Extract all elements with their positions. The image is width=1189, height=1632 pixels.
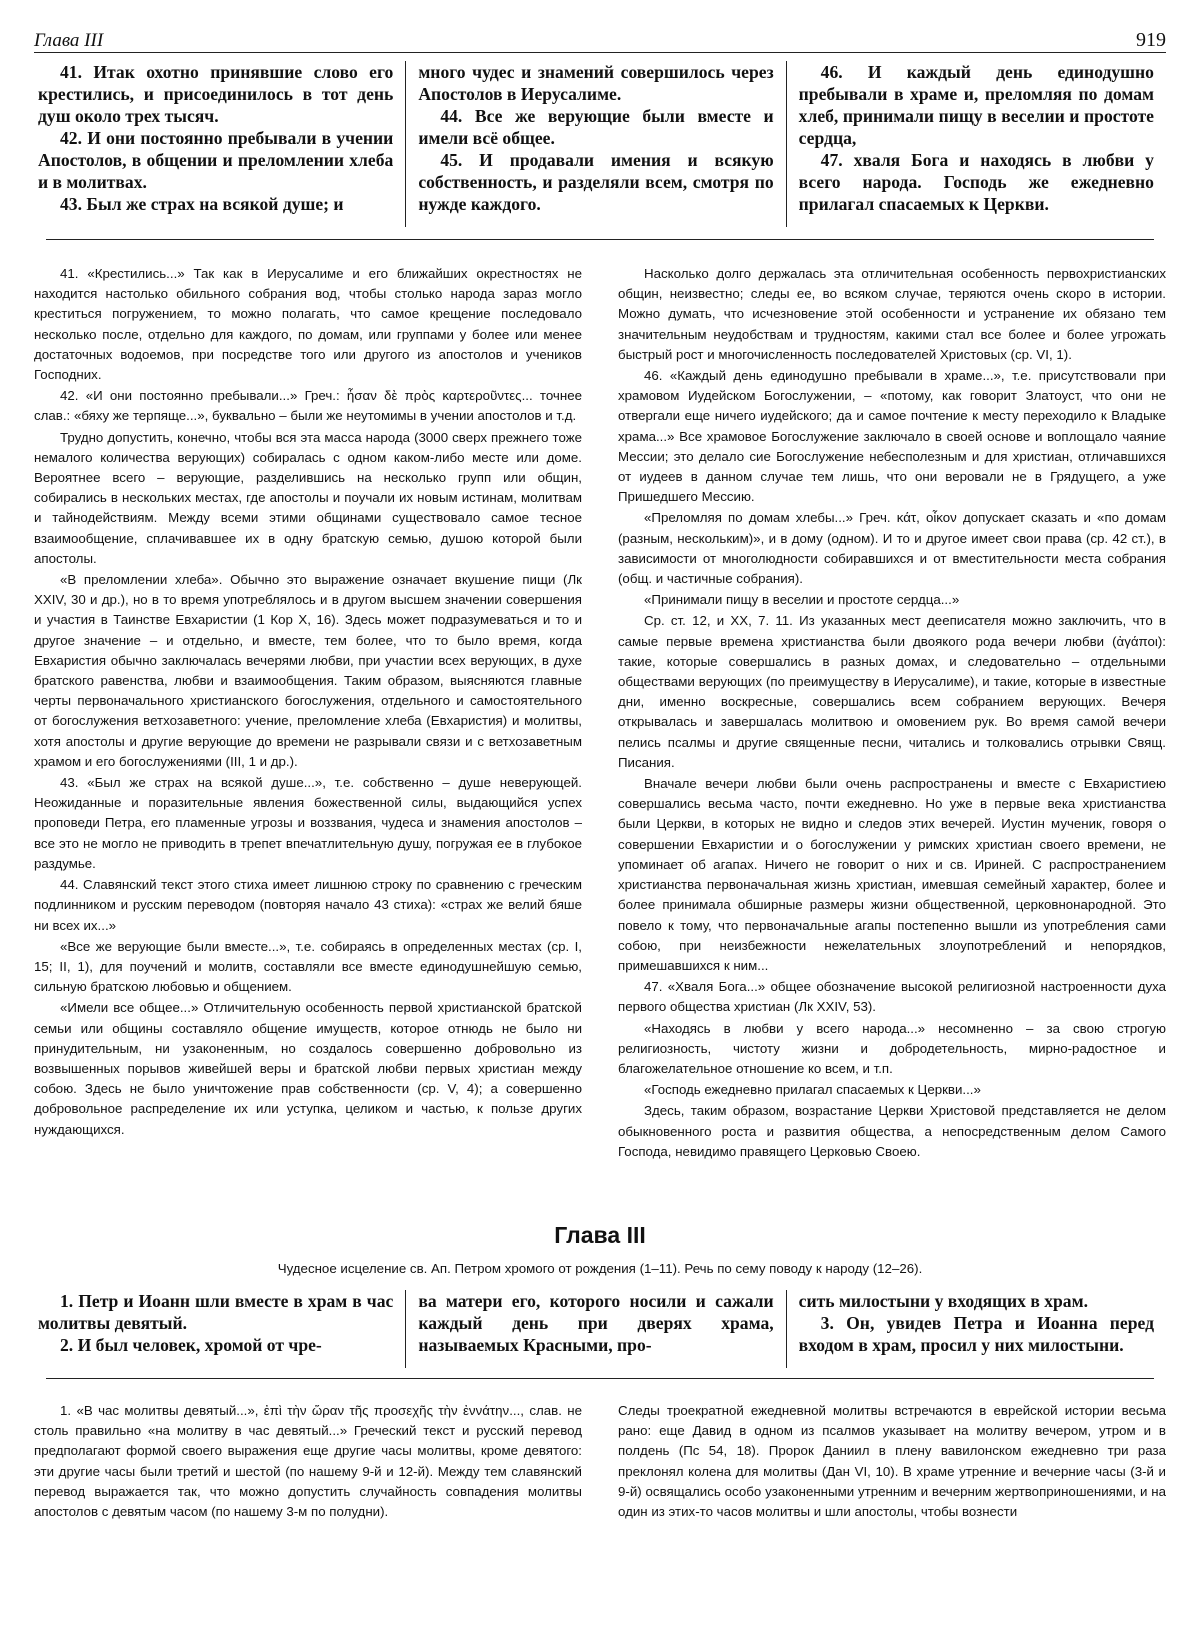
page-number: 919 [1136, 29, 1166, 51]
verse-column-3 [786, 61, 1166, 227]
verse-column-3 [786, 1290, 1166, 1368]
commentary-paragraph: 44. Славянский текст этого стиха имеет лишнюю строку по сравнению с греческим подлинником и русским переводом (повторяя начало 43 стиха): «страх же велий бяше ни всех их...» [34, 877, 582, 933]
verse-column-1 [34, 1290, 405, 1368]
verse-46: 46. И каждый день единодушно пребывали в храме и, преломляя по домам хлеб, принимали пищу в веселии и простоте сердца, [798, 62, 1154, 148]
commentary-paragraph: «Господь ежедневно прилагал спасаемых к Церкви...» [644, 1082, 981, 1098]
commentary-paragraph: 47. «Хваля Бога...» общее обозначение высокой религиозной настроенности духа первого общества христиан (Лк XXIV, 53). [618, 979, 1166, 1015]
commentary-paragraph: «Преломляя по домам хлебы...» Греч. κάτ, οἶκον допускает сказать и «по домам (разным, нескольким)», и в дому (одном). И то и другое имеет свои права (ср. 42 ст.), в зависимости от многолюдности собиравшихся и от вместительности места собрания (общ. и частичные собрания). [618, 510, 1166, 587]
verse-column-1 [34, 61, 405, 227]
commentary-left-column [34, 1401, 582, 1531]
divider-bottom [46, 1378, 1154, 1379]
commentary-paragraph: 46. «Каждый день единодушно пребывали в храме...», т.е. присутствовали при храмовом Иудейском Богослужении, – «потому, как говорит Златоуст, что они не отвергали еще ничего иудейского; да и самое почтение к месту переходило к Владыке храма...» Все храмовое Богослужение заключало в своей основе и воплощало чаяние Мессии; это делало сие Богослужение небесполезным и для христиан, отличавшихся от иудеев в данном случае тем лишь, что они веровали не в Грядущего, а уже Пришедшего Мессию. [618, 368, 1166, 505]
verse-3: 3. Он, увидев Петра и Иоанна перед входом в храм, просил у них милостыни. [798, 1313, 1154, 1355]
scripture-verses-bottom [34, 1290, 1166, 1368]
running-title: Глава III [34, 30, 104, 51]
commentary-paragraph: Следы троекратной ежедневной молитвы встречаются в еврейской истории весьма рано: еще Давид в одном из псалмов указывает на молитву вечером, утром и в полдень (Пс 54, 18). Пророк Даниил в плену вавилонском ежедневно три раза преклонял колена для молитвы (Дан VI, 10). В храме утренние и вечерние часы (3-й и 9-й) освящались особо узаконенными утренним и вечерним жертвоприношениями, и на один из этих-то часов молитвы и шли апостолы, чтобы вознести [618, 1403, 1166, 1520]
commentary-paragraph: 1. «В час молитвы девятый...», ἐπὶ τὴν ὥραν τῆς προσεχῆς τὴν ἐννάτην..., слав. не столь правильно «на молитву в час девятый...» Греческий текст и русский перевод предполагают формой своего выражения еще другие часы молитвы, кроме девятого: эти другие часы были третий и шестой (по нашему 9-й и 12-й). Между тем славянский перевод выражается так, что можно допустить случайность совпадения молитвы апостолов с девятым часом (по нашему 3-м по полудни). [34, 1403, 582, 1520]
commentary-paragraph: «Имели все общее...» Отличительную особенность первой христианской братской семьи или общины составляло общение имуществ, которое отнюдь не было ни принудительным, ни узаконенным, но создалось совершенно добровольно из возвышенных порывов живейшей веры и братской любви первых христиан между собою. Здесь не было уничтожение прав собственности (ср. V, 4); а совершенно добровольное распределение их или уступка, целиком и частью, к пользе других нуждающихся. [34, 1000, 582, 1137]
commentary-paragraph: Насколько долго держалась эта отличительная особенность первохристианских общин, неизвестно; следы ее, во всяком случае, теряются очень скоро в истории. Можно думать, что исчезновение этой особенности и устранение их обязано тем значительным неудобствам и трудностям, какими стал все более и более угрожать быстрый рост и многочисленность последователей Христовых (ср. VI, 1). [618, 266, 1166, 362]
running-head [34, 20, 1166, 53]
commentary-left-column [34, 264, 582, 1202]
chapter-summary: Чудесное исцеление св. Ап. Петром хромого от рождения (1–11). Речь по сему поводу к народу (12–26). [277, 1261, 923, 1276]
commentary-top [34, 264, 1166, 1202]
book-page [34, 20, 1166, 1531]
commentary-paragraph: «В преломлении хлеба». Обычно это выражение означает вкушение пищи (Лк XXIV, 30 и др.), но в то время употреблялось и в другом высшем значении совершения и участия в Таинстве Евхаристии (1 Кор X, 16). Здесь может подразумеваться и то и другое значение – и отдельно, и вместе, тем более, что то было время, когда Евхаристия обычно заключалась вечерями любви, при участии всех верующих, в духе братского равенства, любви и взаимообщения. Таким образом, выясняются главные черты первоначального христианского богослужения, отдельного и самостоятельного от богослужения ветхозаветного: учение, преломление хлеба (Евхаристия) и молитвы, хотя апостолы и другие верующие до времени не разрывали связи и с ветхозаветным храмом и его богослужениями (III, 1 и др.). [34, 572, 582, 769]
commentary-paragraph: Здесь, таким образом, возрастание Церкви Христовой представляется не делом обыкновенного роста и развития общества, а непосредственным делом Самого Господа, невидимо правящего Церковью Своею. [618, 1103, 1166, 1159]
commentary-bottom [34, 1401, 1166, 1531]
commentary-paragraph: «Принимали пищу в веселии и простоте сердца...» [644, 592, 960, 608]
commentary-paragraph: 43. «Был же страх на всякой душе...», т.е. собственно – душе неверующей. Неожиданные и поразительные явления божественной силы, выдающийся успех проповеди Петра, его пламенные угрозы и воззвания, чудеса и знамения апостолов – все это не могло не приводить в трепет впечатлительную душу, погружая ее в глубокое раздумье. [34, 775, 582, 871]
verse-41: 41. Итак охотно принявшие слово его крестились, и присоединилось в тот день душ около трех тысяч. [38, 62, 394, 126]
verse-47: 47. хваля Бога и находясь в любви у всего народа. Господь же ежедневно прилагал спасаемых к Церкви. [798, 150, 1154, 214]
verse-45: 45. И продавали имения и всякую собственность, и разделяли всем, смотря по нужде каждого. [418, 150, 774, 214]
commentary-right-column [618, 264, 1166, 1202]
commentary-paragraph: Вначале вечери любви были очень распространены и вместе с Евхаристиею совершались весьма часто, почти ежедневно. Но уже в первые века христианства были Церкви, в которых не видно и следов этих вечерей. Иустин мученик, говоря о совершении Евхаристии и о богослужении у римских христиан своего времени, не упоминает об агапах. Ничего не говорит о них и св. Ириней. С распространением христианства первоначальная жизнь христиан, имевшая семейный характер, более и более принимала обширные размеры жизни общественной, церковнонародной. Это повело к тому, что первоначальные агапы постепенно вышли из употребления сами собою, при неизбежности нежелательных злоупотреблений и непорядков, примешавшихся к ним... [618, 776, 1166, 973]
divider-top [46, 239, 1154, 240]
commentary-paragraph: Трудно допустить, конечно, чтобы вся эта масса народа (3000 сверх прежнего тоже немалого количества верующих) собиралась с одном каком-либо месте или доме. Вероятнее всего – верующие, разделившись на несколько групп или общин, собирались в нескольких местах, где апостолы и поучали их новым истинам, молитвам и тайнодействиям. Между всеми этими общинами существовало самое тесное взаимообщение, сплачивавшее их в одну братскую семью, душою которой были апостолы. [34, 429, 582, 566]
verse-column-2 [405, 61, 785, 227]
verse-2-cont: ва матери его, которого носили и сажали каждый день при дверях храма, называемых Красными, про- [418, 1291, 774, 1355]
verse-42: 42. И они постоянно пребывали в учении Апостолов, в общении и преломлении хлеба и в молитвах. [38, 128, 394, 192]
commentary-paragraph: «Все же верующие были вместе...», т.е. собираясь в определенных местах (ср. I, 15; II, 1), для поучений и молитв, составляли все вместе единодушнейшую семью, сильную братскою любовью и общением. [34, 938, 582, 995]
commentary-paragraph: 42. «И они постоянно пребывали...» Греч.: ἦσαν δὲ πρὸς καρτεροῦντες... точнее слав.: «бяху же терпяще...», буквально – были же неутомимы в учении апостолов и т.д. [34, 388, 582, 424]
verse-43-cont: много чудес и знамений совершилось через Апостолов в Иерусалиме. [418, 62, 774, 104]
commentary-paragraph: Ср. ст. 12, и XX, 7. 11. Из указанных мест дееписателя можно заключить, что в самые первые времена христианства были двоякого рода вечери любви (ἀγάποι): такие, которые совершались в разных домах, и следовательно – отдельными обществами верующих (по преимуществу в Иерусалиме), и такие, которые в известные дни, именно воскресные, совершались всем собранием верующих. Вечеря открывалась и завершалась молитвою и омовением рук. Во время самой вечери пелись псалмы и другие священные песни, читались и толковались отрывки Свящ. Писания. [618, 613, 1166, 770]
scripture-verses-top [34, 61, 1166, 227]
verse-column-2 [405, 1290, 785, 1368]
chapter-title: Глава III [554, 1222, 646, 1248]
commentary-right-column [618, 1401, 1166, 1531]
verse-2: 2. И был человек, хромой от чре- [60, 1335, 322, 1355]
verse-43: 43. Был же страх на всякой душе; и [60, 194, 344, 214]
verse-2-end: сить милостыни у входящих в храм. [798, 1291, 1088, 1311]
commentary-paragraph: 41. «Крестились...» Так как в Иерусалиме и его ближайших окрестностях не находится настолько обильного собрания вод, чтобы столько народа зараз могло креститься погружением, то можно полагать, что самое крещение последовало несколько после, отдельно для каждого, по домам, или группами у более или менее достаточных водоемов, при посредстве того или другого из апостолов и учеников Господних. [34, 266, 582, 383]
commentary-paragraph: «Находясь в любви у всего народа...» несомненно – за свою строгую религиозность, чистоту жизни и добродетельность, мирно-радостное и благожелательное отношение ко всем, и т.п. [618, 1020, 1166, 1076]
verse-1: 1. Петр и Иоанн шли вместе в храм в час молитвы девятый. [38, 1291, 394, 1333]
verse-44: 44. Все же верующие были вместе и имели всё общее. [418, 106, 774, 148]
